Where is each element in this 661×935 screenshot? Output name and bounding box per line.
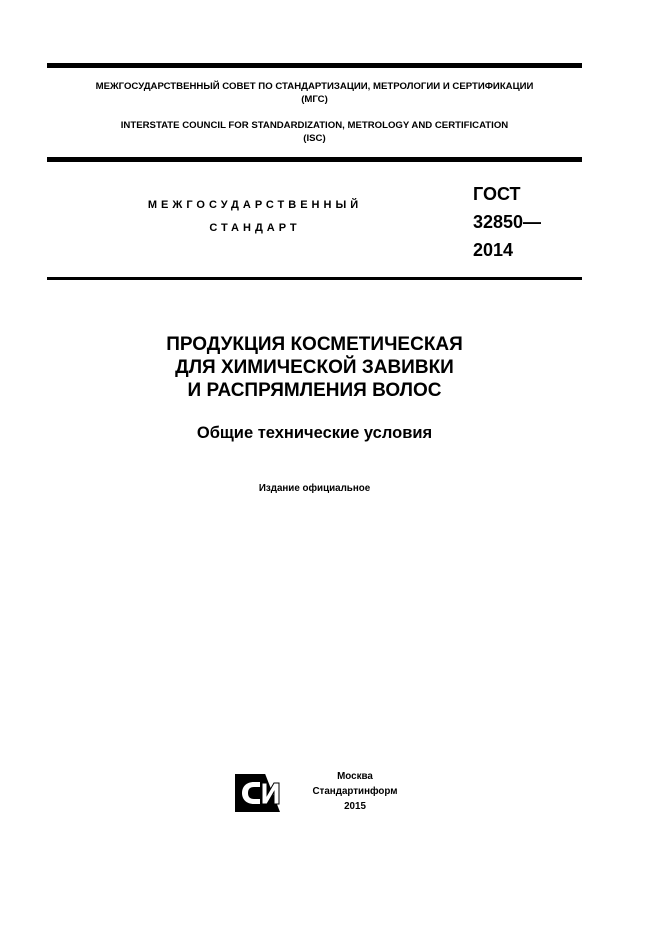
standard-type-line1: МЕЖГОСУДАРСТВЕННЫЙ (147, 199, 363, 211)
council-abbr-ru: (МГС) (301, 94, 328, 105)
gost-designation (473, 180, 541, 264)
publisher-info (300, 769, 410, 814)
top-rule (47, 63, 582, 68)
council-name-ru-line1: МЕЖГОСУДАРСТВЕННЫЙ СОВЕТ ПО СТАНДАРТИЗАЦИИ, МЕТРОЛОГИИ И СЕРТИФИКАЦИИ (95, 81, 534, 92)
document-subtitle: Общие технические условия (196, 424, 433, 442)
publisher-name: Стандартинформ (312, 786, 398, 797)
document-title (47, 333, 582, 402)
standard-type-line2: СТАНДАРТ (209, 222, 301, 234)
council-abbr-en: (ISC) (303, 133, 326, 144)
council-name-en (47, 119, 582, 145)
standartinform-logo-icon (234, 771, 288, 813)
gost-label: ГОСТ (473, 184, 521, 204)
gost-year: 2014 (473, 240, 514, 260)
council-name-ru (47, 80, 582, 106)
title-line3: И РАСПРЯМЛЕНИЯ ВОЛОС (187, 380, 442, 401)
middle-rule (47, 157, 582, 162)
publisher-year: 2015 (344, 801, 366, 812)
edition-note: Издание официальное (258, 483, 371, 494)
bottom-rule (47, 277, 582, 280)
publisher-city: Москва (337, 771, 373, 782)
title-line1: ПРОДУКЦИЯ КОСМЕТИЧЕСКАЯ (166, 334, 463, 355)
title-line2: ДЛЯ ХИМИЧЕСКОЙ ЗАВИВКИ (175, 357, 454, 378)
council-name-en-line1: INTERSTATE COUNCIL FOR STANDARDIZATION, METROLOGY AND CERTIFICATION (120, 120, 509, 131)
gost-number: 32850— (473, 212, 542, 232)
